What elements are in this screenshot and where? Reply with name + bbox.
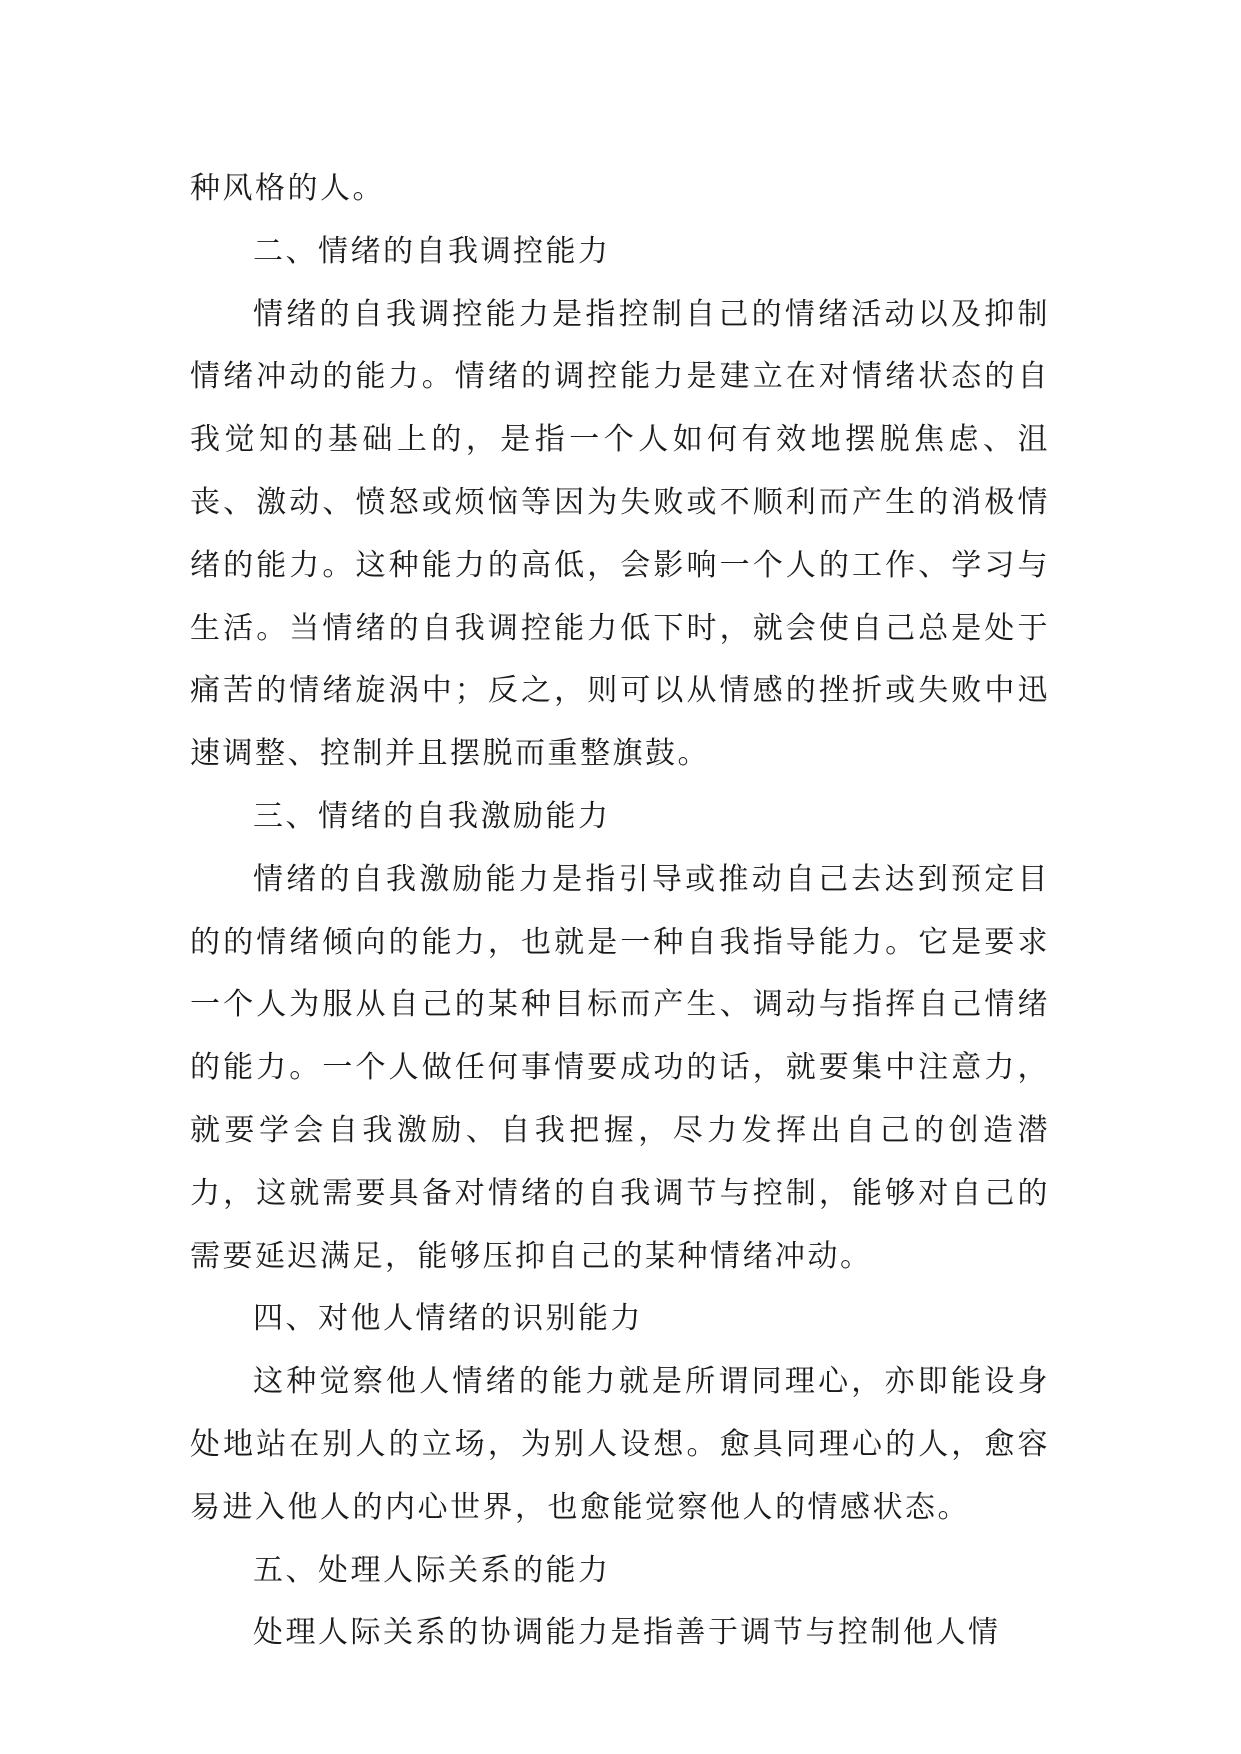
section-heading-2: 二、情绪的自我调控能力: [253, 233, 611, 269]
section-heading-4: 四、对他人情绪的识别能力: [253, 1301, 643, 1337]
paragraph-relationships: 处理人际关系的协调能力是指善于调节与控制他人情: [253, 1615, 1001, 1651]
paragraph-continuation: 种风格的人。: [190, 171, 385, 206]
paragraph-self-regulation: 情绪的自我调控能力是指控制自己的情绪活动以及抑制情绪冲动的能力。情绪的调控能力是建立在对情绪状态的自我觉知的基础上的，是指一个人如何有效地摆脱焦虑、沮丧、激动、愤怒或烦恼等因为失败或不顺利而产生的消极情绪的能力。这种能力的高低，会影响一个人的工作、学习与生活。当情绪的自我调控能力低下时，就会使自己总是处于痛苦的情绪旋涡中；反之，则可以从情感的挫折或失败中迅速调整、控制并且摆脱而重整旗鼓。: [190, 296, 1050, 772]
section-heading-3: 三、情绪的自我激励能力: [253, 798, 611, 834]
paragraph-self-motivation: 情绪的自我激励能力是指引导或推动自己去达到预定目的的情绪倾向的能力，也就是一种自我指导能力。它是要求一个人为服从自己的某种目标而产生、调动与指挥自己情绪的能力。一个人做任何事情要成功的话，就要集中注意力，就要学会自我激励、自我把握，尽力发挥出自己的创造潜力，这就需要具备对情绪的自我调节与控制，能够对自己的需要延迟满足，能够压抑自己的某种情绪冲动。: [190, 861, 1050, 1274]
paragraph-empathy: 这种觉察他人情绪的能力就是所谓同理心，亦即能设身处地站在别人的立场，为别人设想。愈具同理心的人，愈容易进入他人的内心世界，也愈能觉察他人的情感状态。: [190, 1364, 1050, 1525]
section-heading-5: 五、处理人际关系的能力: [253, 1552, 611, 1588]
document-body: [190, 158, 1050, 1665]
